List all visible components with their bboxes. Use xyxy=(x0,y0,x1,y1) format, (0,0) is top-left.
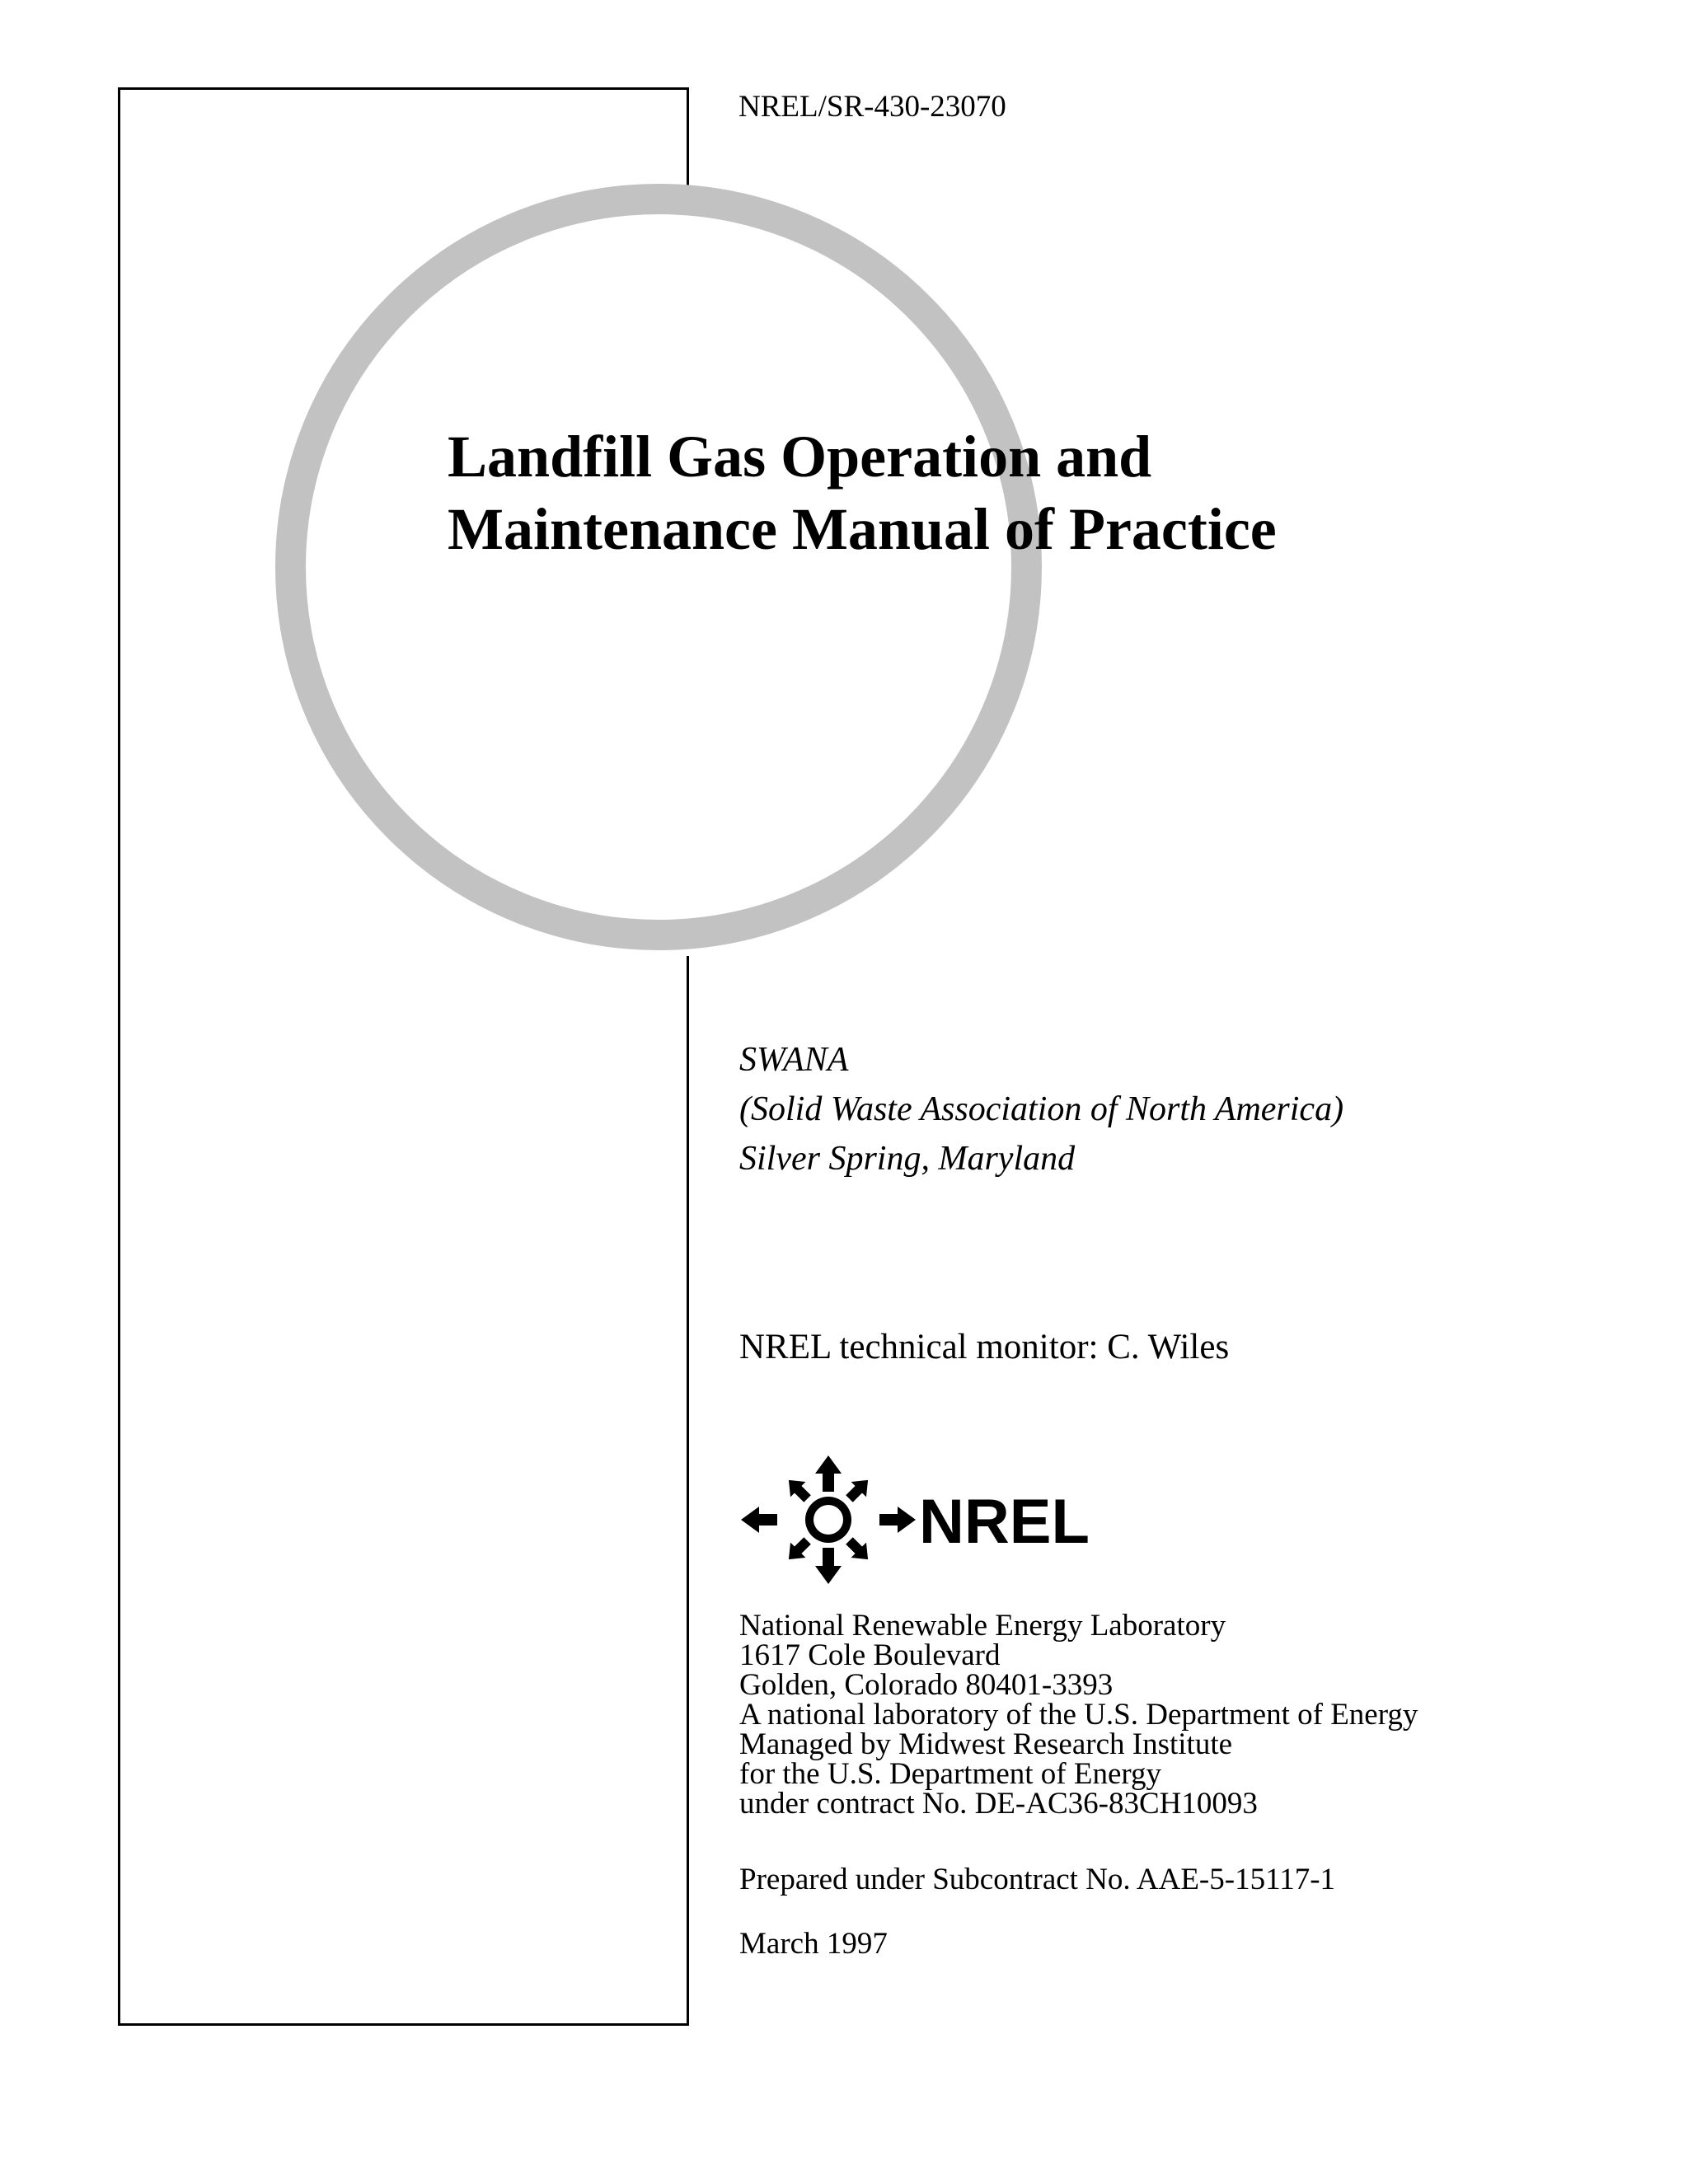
author-name: SWANA xyxy=(739,1041,849,1079)
lab-line-3: Golden, Colorado 80401-3393 xyxy=(739,1668,1114,1702)
lab-line-6: for the U.S. Department of Energy xyxy=(739,1757,1162,1791)
author-location: Silver Spring, Maryland xyxy=(739,1140,1076,1178)
technical-monitor: NREL technical monitor: C. Wiles xyxy=(739,1328,1230,1366)
report-number: NREL/SR-430-23070 xyxy=(738,90,1006,124)
lab-line-2: 1617 Cole Boulevard xyxy=(739,1638,1001,1672)
document-title xyxy=(448,420,1277,565)
title-line-2: Maintenance Manual of Practice xyxy=(448,496,1277,562)
nrel-arrows-icon xyxy=(741,1441,916,1599)
decorative-circle xyxy=(275,184,1042,950)
subcontract-number: Prepared under Subcontract No. AAE-5-15117-1 xyxy=(739,1863,1336,1896)
lab-line-1: National Renewable Energy Laboratory xyxy=(739,1609,1226,1643)
nrel-wordmark: NREL xyxy=(919,1487,1090,1557)
lab-line-5: Managed by Midwest Research Institute xyxy=(739,1727,1233,1761)
lab-line-4: A national laboratory of the U.S. Department of Energy xyxy=(739,1698,1418,1732)
lab-line-7: under contract No. DE-AC36-83CH10093 xyxy=(739,1787,1258,1821)
publication-date: March 1997 xyxy=(739,1927,888,1961)
author-block xyxy=(739,1035,1343,1183)
laboratory-address xyxy=(739,1611,1418,1819)
title-line-1: Landfill Gas Operation and xyxy=(448,424,1152,490)
nrel-logo xyxy=(739,1451,1090,1589)
author-full-name: (Solid Waste Association of North America) xyxy=(739,1090,1344,1128)
